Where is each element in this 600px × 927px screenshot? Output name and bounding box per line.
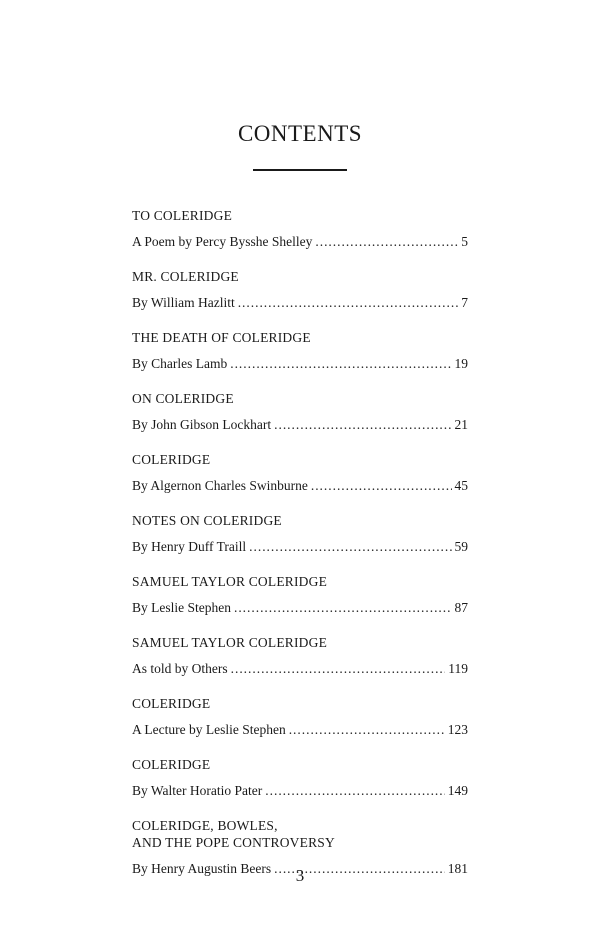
toc-entry-title-line: SAMUEL TAYLOR COLERIDGE xyxy=(132,574,328,589)
toc-entry-title xyxy=(132,817,468,851)
toc-entry-line xyxy=(132,477,468,495)
toc-entry-title-line: COLERIDGE, BOWLES, xyxy=(132,818,278,833)
toc-entry-page: 45 xyxy=(454,478,468,493)
toc-entry[interactable] xyxy=(132,390,468,434)
toc-entry-title-line: MR. COLERIDGE xyxy=(132,269,239,284)
toc-entry-title-line: ON COLERIDGE xyxy=(132,391,234,406)
toc-entry-author: By Henry Augustin Beers xyxy=(132,861,272,876)
toc-entry-page: 59 xyxy=(454,539,468,554)
toc-entry-title xyxy=(132,634,468,651)
toc-entry-title-line: TO COLERIDGE xyxy=(132,208,233,223)
toc-entry-title-line: SAMUEL TAYLOR COLERIDGE xyxy=(132,635,328,650)
toc-entry-title xyxy=(132,207,468,224)
toc-entry-page: 19 xyxy=(454,356,468,371)
dot-leader xyxy=(265,782,444,800)
toc-entry-author: By Leslie Stephen xyxy=(132,600,231,615)
page-title: CONTENTS xyxy=(237,121,363,146)
page-number: 3 xyxy=(295,866,305,885)
toc-entry-author: By William Hazlitt xyxy=(132,295,235,310)
toc-entry-line xyxy=(132,416,468,434)
toc-entry-page: 5 xyxy=(461,234,468,249)
toc-entry-author: By Henry Duff Traill xyxy=(132,539,247,554)
toc-entry-title xyxy=(132,512,468,529)
dot-leader xyxy=(238,294,459,312)
toc-entry-page: 7 xyxy=(461,295,468,310)
toc-entry[interactable] xyxy=(132,634,468,678)
toc-entry-title xyxy=(132,695,468,712)
toc-entry-line xyxy=(132,599,468,617)
toc-entry-page: 123 xyxy=(447,722,468,737)
toc-entry[interactable] xyxy=(132,756,468,800)
toc-entry-title xyxy=(132,268,468,285)
toc-entry[interactable] xyxy=(132,207,468,251)
table-of-contents xyxy=(132,207,468,895)
toc-entry-author: A Poem by Percy Bysshe Shelley xyxy=(132,234,313,249)
toc-entry-author: A Lecture by Leslie Stephen xyxy=(132,722,286,737)
toc-entry-line xyxy=(132,782,468,800)
toc-entry-title-line: THE DEATH OF COLERIDGE xyxy=(132,330,311,345)
toc-entry[interactable] xyxy=(132,695,468,739)
toc-entry-line xyxy=(132,538,468,556)
toc-entry-line xyxy=(132,294,468,312)
toc-entry-title-line: COLERIDGE xyxy=(132,757,211,772)
dot-leader xyxy=(249,538,451,556)
toc-entry[interactable] xyxy=(132,268,468,312)
toc-entry-page: 87 xyxy=(454,600,468,615)
toc-entry-title-line: AND THE POPE CONTROVERSY xyxy=(132,835,335,850)
toc-entry-title xyxy=(132,573,468,590)
toc-entry-title xyxy=(132,390,468,407)
toc-entry-line xyxy=(132,721,468,739)
dot-leader xyxy=(274,416,451,434)
toc-entry-line xyxy=(132,355,468,373)
toc-entry-author: By Walter Horatio Pater xyxy=(132,783,263,798)
toc-entry-page: 181 xyxy=(447,861,468,876)
toc-entry-page: 149 xyxy=(447,783,468,798)
toc-entry-title-line: COLERIDGE xyxy=(132,452,211,467)
toc-entry-author: As told by Others xyxy=(132,661,228,676)
toc-entry[interactable] xyxy=(132,329,468,373)
toc-entry-page: 119 xyxy=(448,661,468,676)
toc-entry-line xyxy=(132,233,468,251)
dot-leader xyxy=(231,660,446,678)
dot-leader xyxy=(230,355,451,373)
toc-entry-title xyxy=(132,329,468,346)
toc-entry[interactable] xyxy=(132,573,468,617)
toc-entry[interactable] xyxy=(132,512,468,556)
title-rule xyxy=(253,169,347,171)
toc-entry-author: By Charles Lamb xyxy=(132,356,228,371)
toc-entry[interactable] xyxy=(132,451,468,495)
toc-entry-author: By John Gibson Lockhart xyxy=(132,417,272,432)
toc-entry-title-line: NOTES ON COLERIDGE xyxy=(132,513,282,528)
toc-entry-page: 21 xyxy=(454,417,468,432)
toc-entry-author: By Algernon Charles Swinburne xyxy=(132,478,308,493)
dot-leader xyxy=(289,721,445,739)
dot-leader xyxy=(311,477,452,495)
toc-entry-title xyxy=(132,756,468,773)
toc-entry-line xyxy=(132,660,468,678)
toc-entry-title xyxy=(132,451,468,468)
dot-leader xyxy=(315,233,458,251)
dot-leader xyxy=(234,599,452,617)
toc-entry-title-line: COLERIDGE xyxy=(132,696,211,711)
